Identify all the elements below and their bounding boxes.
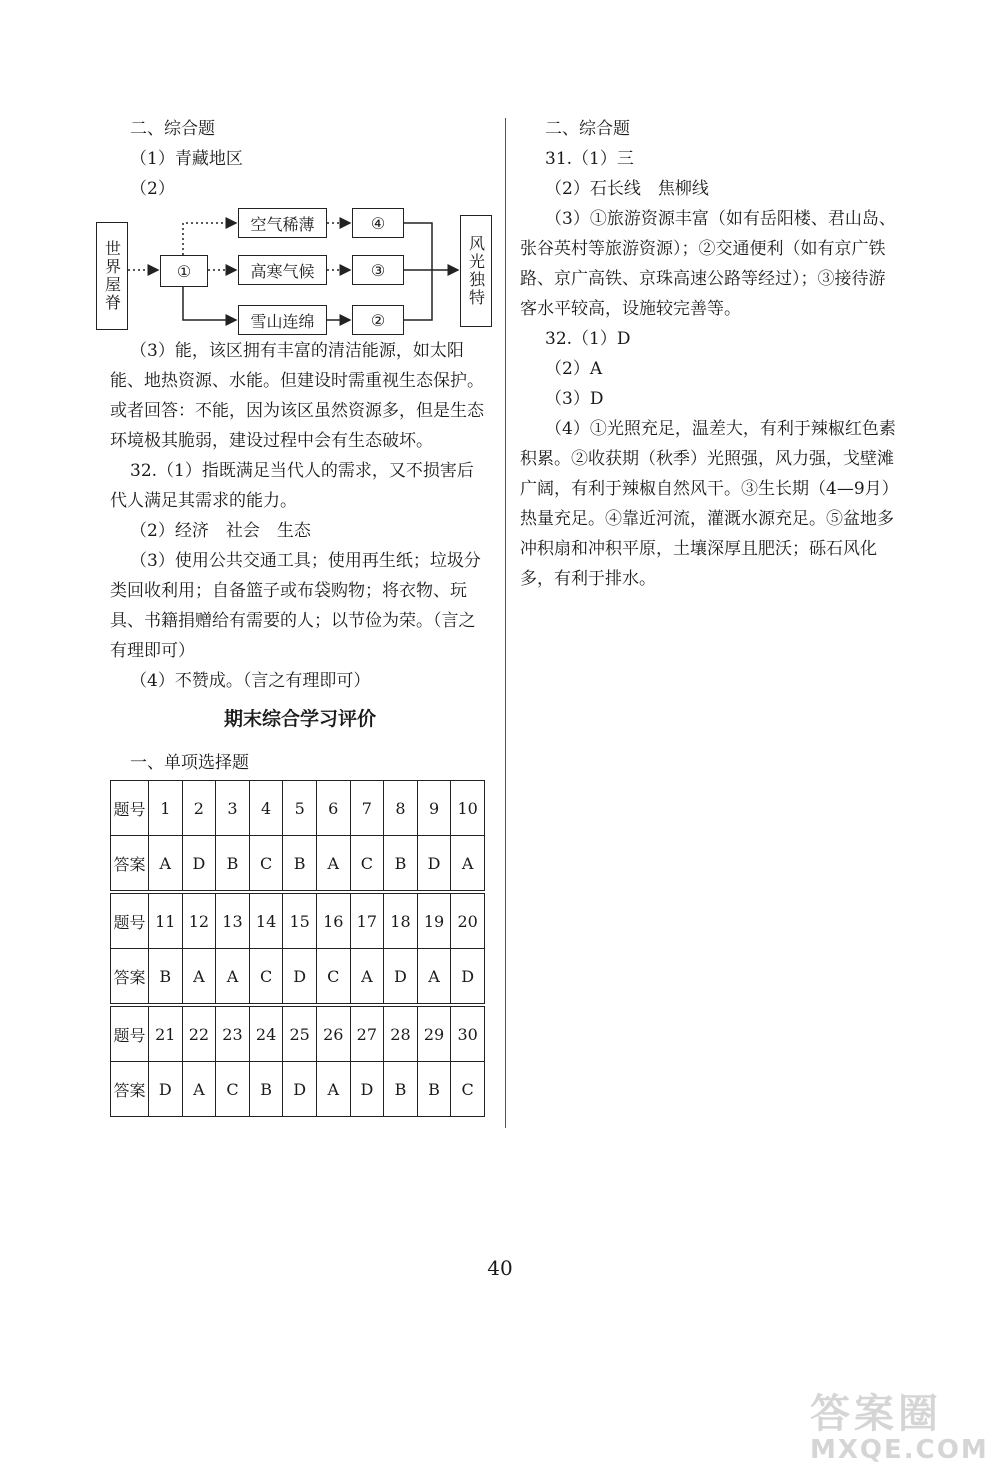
answer-cell: A <box>182 1062 216 1117</box>
row-header: 题号 <box>111 781 149 836</box>
question-number: 5 <box>283 781 317 836</box>
diagram-source-label: 世界屋脊 <box>102 240 122 312</box>
final-evaluation-title: 期末综合学习评价 <box>223 708 376 730</box>
question-number: 17 <box>350 894 384 949</box>
answer-table-block-2 <box>110 893 485 1004</box>
answer-cell: C <box>350 836 384 891</box>
diagram-result-label: 风光独特 <box>466 235 486 307</box>
answer-cell: B <box>417 1062 451 1117</box>
diagram-mid-num-box <box>352 255 404 285</box>
row-header: 题号 <box>111 894 149 949</box>
diagram-bot-num-box <box>352 305 404 335</box>
question-number: 3 <box>216 781 250 836</box>
question-number: 30 <box>451 1007 485 1062</box>
row-header: 答案 <box>111 836 149 891</box>
page-number: 40 <box>487 1256 513 1280</box>
answer-cell: D <box>283 949 317 1004</box>
q32-part3-line3: 具、书籍捐赠给有需要的人；以节俭为荣。（言之 <box>110 611 476 631</box>
answer-cell: D <box>182 836 216 891</box>
diagram-top-label: 空气稀薄 <box>250 214 315 234</box>
answer-cell: D <box>451 949 485 1004</box>
answer-cell: C <box>249 836 283 891</box>
question-number: 25 <box>283 1007 317 1062</box>
question-number: 12 <box>182 894 216 949</box>
table-row <box>111 1062 485 1117</box>
question-number: 14 <box>249 894 283 949</box>
diagram-mid-box <box>238 255 327 285</box>
q31-part3-line3: 路、京广高铁、京珠高速公路等经过）；③接待游 <box>520 269 886 289</box>
q31-part2: （2）石长线 焦柳线 <box>545 179 709 199</box>
diagram-top-num-box <box>352 208 404 238</box>
question-number: 2 <box>182 781 216 836</box>
diagram-source-box <box>96 222 128 330</box>
q1-part3-line1: （3）能，该区拥有丰富的清洁能源，如太阳 <box>130 341 464 361</box>
q31-part3-line2: 张谷英村等旅游资源）；②交通便利（如有京广铁 <box>520 239 886 259</box>
q32-right-part4-line3: 广阔，有利于辣椒自然风干。③生长期（4—9月） <box>520 479 899 499</box>
right-section-heading: 二、综合题 <box>545 119 630 139</box>
q32-right-part4-line5: 冲积扇和冲积平原，土壤深厚且肥沃；砾石风化 <box>520 539 877 559</box>
question-number: 27 <box>350 1007 384 1062</box>
diagram-bot-box <box>238 305 327 335</box>
table-row <box>111 781 485 836</box>
q32-part3-line1: （3）使用公共交通工具；使用再生纸；垃圾分 <box>130 551 481 571</box>
question-number: 1 <box>149 781 183 836</box>
q31-part3-line1: （3）①旅游资源丰富（如有岳阳楼、君山岛、 <box>545 209 896 229</box>
diagram-top-box <box>238 208 327 238</box>
answer-cell: A <box>451 836 485 891</box>
q32-right-part2: （2）A <box>545 359 603 379</box>
answer-cell: B <box>384 1062 418 1117</box>
question-number: 15 <box>283 894 317 949</box>
answer-table-block-1 <box>110 780 485 891</box>
answer-cell: B <box>283 836 317 891</box>
q32-right-part4-line2: 积累。②收获期（秋季）光照强，风力强，戈壁滩 <box>520 449 894 469</box>
question-number: 6 <box>316 781 350 836</box>
answer-cell: D <box>350 1062 384 1117</box>
watermark-line1: 答案圈 <box>810 1391 942 1437</box>
table-row <box>111 836 485 891</box>
diagram-bot-num: ② <box>370 310 386 330</box>
question-number: 23 <box>216 1007 250 1062</box>
question-number: 26 <box>316 1007 350 1062</box>
q31-part1: 31.（1）三 <box>545 149 634 169</box>
question-number: 7 <box>350 781 384 836</box>
question-number: 18 <box>384 894 418 949</box>
answer-cell: D <box>283 1062 317 1117</box>
left-section-heading: 二、综合题 <box>130 119 215 139</box>
question-number: 4 <box>249 781 283 836</box>
answer-table-block-3 <box>110 1006 485 1117</box>
diagram-center-box <box>160 255 208 287</box>
q32-part1-line1: 32.（1）指既满足当代人的需求，又不损害后 <box>130 461 474 481</box>
q32-right-part4-line6: 多，有利于排水。 <box>520 569 656 589</box>
answer-cell: A <box>417 949 451 1004</box>
single-choice-heading: 一、单项选择题 <box>130 753 249 773</box>
answer-cell: A <box>216 949 250 1004</box>
question-number: 24 <box>249 1007 283 1062</box>
diagram-mid-num: ③ <box>370 260 386 280</box>
question-number: 29 <box>417 1007 451 1062</box>
q32-part2: （2）经济 社会 生态 <box>130 521 311 541</box>
row-header: 答案 <box>111 1062 149 1117</box>
answer-cell: B <box>216 836 250 891</box>
table-row <box>111 1007 485 1062</box>
answer-cell: C <box>216 1062 250 1117</box>
q32-right-part3: （3）D <box>545 389 604 409</box>
q1-part3-line2: 能、地热资源、水能。但建设时需重视生态保护。 <box>110 371 484 391</box>
answer-cell: B <box>149 949 183 1004</box>
answer-cell: A <box>149 836 183 891</box>
question-number: 11 <box>149 894 183 949</box>
q32-part4: （4）不赞成。（言之有理即可） <box>130 671 371 691</box>
q1-part3-line3: 或者回答：不能，因为该区虽然资源多，但是生态 <box>110 401 484 421</box>
diagram-center-label: ① <box>176 261 192 281</box>
diagram-mid-label: 高寒气候 <box>250 261 315 281</box>
question-number: 28 <box>384 1007 418 1062</box>
row-header: 题号 <box>111 1007 149 1062</box>
q32-part3-line4: 有理即可） <box>110 641 195 661</box>
answer-cell: A <box>316 1062 350 1117</box>
q1-part2-label: （2） <box>130 179 175 199</box>
answer-cell: A <box>350 949 384 1004</box>
row-header: 答案 <box>111 949 149 1004</box>
q32-right-part4-line1: （4）①光照充足，温差大，有利于辣椒红色素 <box>545 419 896 439</box>
answer-cell: C <box>451 1062 485 1117</box>
answer-cell: A <box>182 949 216 1004</box>
q31-part3-line4: 客水平较高，设施较完善等。 <box>520 299 741 319</box>
question-number: 10 <box>451 781 485 836</box>
answer-cell: A <box>316 836 350 891</box>
answer-cell: D <box>384 949 418 1004</box>
diagram-bot-label: 雪山连绵 <box>250 311 315 331</box>
q1-part3-line4: 环境极其脆弱，建设过程中会有生态破坏。 <box>110 431 433 451</box>
q32-part3-line2: 类回收利用；自备篮子或布袋购物；将衣物、玩 <box>110 581 467 601</box>
question-number: 13 <box>216 894 250 949</box>
answer-cell: C <box>249 949 283 1004</box>
question-number: 19 <box>417 894 451 949</box>
q1-part1: （1）青藏地区 <box>130 149 243 169</box>
answer-cell: B <box>249 1062 283 1117</box>
answer-cell: D <box>149 1062 183 1117</box>
q32-right-part4-line4: 热量充足。④靠近河流，灌溉水源充足。⑤盆地多 <box>520 509 894 529</box>
watermark-line2: MXQE.COM <box>810 1435 989 1465</box>
question-number: 8 <box>384 781 418 836</box>
q32-right-part1: 32.（1）D <box>545 329 631 349</box>
watermark-logo <box>810 1382 989 1465</box>
question-number: 20 <box>451 894 485 949</box>
question-number: 21 <box>149 1007 183 1062</box>
table-row <box>111 894 485 949</box>
question-number: 9 <box>417 781 451 836</box>
answer-cell: C <box>316 949 350 1004</box>
question-number: 16 <box>316 894 350 949</box>
question-number: 22 <box>182 1007 216 1062</box>
table-row <box>111 949 485 1004</box>
q32-part1-line2: 代人满足其需求的能力。 <box>110 491 297 511</box>
diagram-top-num: ④ <box>370 213 386 233</box>
diagram-result-box <box>460 215 492 327</box>
answer-cell: B <box>384 836 418 891</box>
answer-cell: D <box>417 836 451 891</box>
